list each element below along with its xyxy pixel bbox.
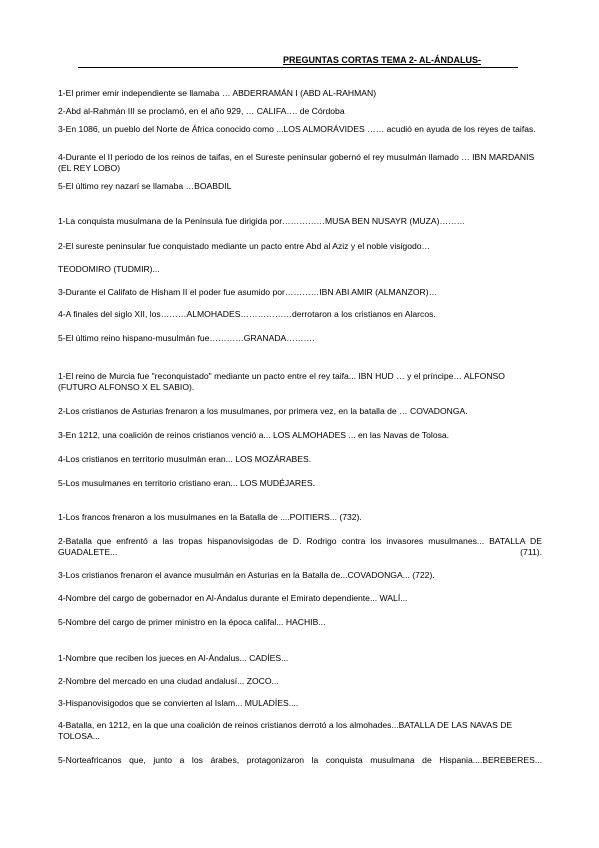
- question: 4-Batalla, en 1212, en la que una coalición de reinos cristianos derrotó a los almohades...BATALLA DE LAS NAVAS DE TOLOSA...: [58, 720, 513, 741]
- question: 5-Los musulmanes en territorio cristiano eran... LOS MUDÉJARES.: [58, 478, 315, 488]
- question: 4-Durante el II periodo de los reinos de taifas, en el Sureste peninsular gobernó el rey musulmán llamado … IBN MARDANIS (EL REY LOBO): [58, 152, 535, 173]
- question-continuation: TEODOMIRO (TUDMIR)...: [58, 264, 160, 274]
- question: 3-Hispanovisigodos que se convierten al Islam... MULADÍES....: [58, 698, 299, 708]
- question: 1-Nombre que reciben los jueces en Al-Ándalus... CADÍES...: [58, 653, 289, 663]
- question: 2-Los cristianos de Asturias frenaron a los musulmanes, por primera vez, en la batalla de … COVADONGA.: [58, 406, 468, 416]
- page-title: PREGUNTAS CORTAS TEMA 2- AL-ÁNDALUS-: [283, 55, 481, 65]
- question: 2-Nombre del mercado en una ciudad andalusí... ZOCO...: [58, 676, 279, 686]
- question: 1-El reino de Murcia fue "reconquistado" mediante un pacto entre el rey taifa... IBN HUD … y el príncipe… ALFONSO (FUTURO ALFONSO X EL SABIO).: [58, 371, 505, 392]
- question: 4-Nombre del cargo de gobernador en Al-Ándalus durante el Emirato dependiente... WALÍ...: [58, 593, 408, 603]
- question: 5-El último rey nazarí se llamaba …BOABDIL: [58, 181, 232, 191]
- question: 3-Los cristianos frenaron el avance musulmán en Asturias en la Batalla de...COVADONGA... (722).: [58, 570, 435, 580]
- question: 1-El primer emir independiente se llamaba … ABDERRAMÁN I (ABD AL-RAHMAN): [58, 88, 377, 98]
- question: 3-En 1212, una coalición de reinos cristianos venció a... LOS ALMOHADES ... en las Navas de Tolosa.: [58, 430, 450, 440]
- question: 4-Los cristianos en territorio musulmán eran... LOS MOZÁRABES.: [58, 454, 312, 464]
- question: 1-Los francos frenaron a los musulmanes en la Batalla de ....POITIERS... (732).: [58, 512, 362, 522]
- question: 3-En 1086, un pueblo del Norte de África conocido como ...LOS ALMORÁVIDES …… acudió en ayuda de los reyes de taifas.: [58, 124, 536, 134]
- question: 2-Abd al-Rahmán III se proclamó, en el año 929, … CALIFA…. de Córdoba: [58, 106, 345, 116]
- question: 2-El sureste peninsular fue conquistado mediante un pacto entre Abd al Aziz y el noble visigodo…: [58, 241, 431, 251]
- question: 5-Norteafricanos que, junto a los árabes, protagonizaron la conquista musulmana de Hispania....BEREBERES...: [58, 755, 542, 765]
- question: 5-El último reino hispano-musulmán fue…………GRANADA……….: [58, 333, 315, 343]
- question: 2-Batalla que enfrentó a las tropas hispanovisigodas de D. Rodrigo contra los invasores musulmanes... BATALLA DE GUADALETE... (711).: [58, 536, 542, 557]
- question: 3-Durante el Califato de Hisham II el poder fue asumido por…………IBN ABI AMIR (ALMANZOR)…: [58, 287, 438, 297]
- question: 4-A finales del siglo XII, los………ALMOHADES………………derrotaron a los cristianos en Alarcos.: [58, 309, 436, 319]
- question: 5-Nombre del cargo de primer ministro en la época califal... HACHIB...: [58, 617, 326, 627]
- question: 1-La conquista musulmana de la Península fue dirigida por……………MUSA BEN NUSAYR (MUZA)………: [58, 216, 466, 226]
